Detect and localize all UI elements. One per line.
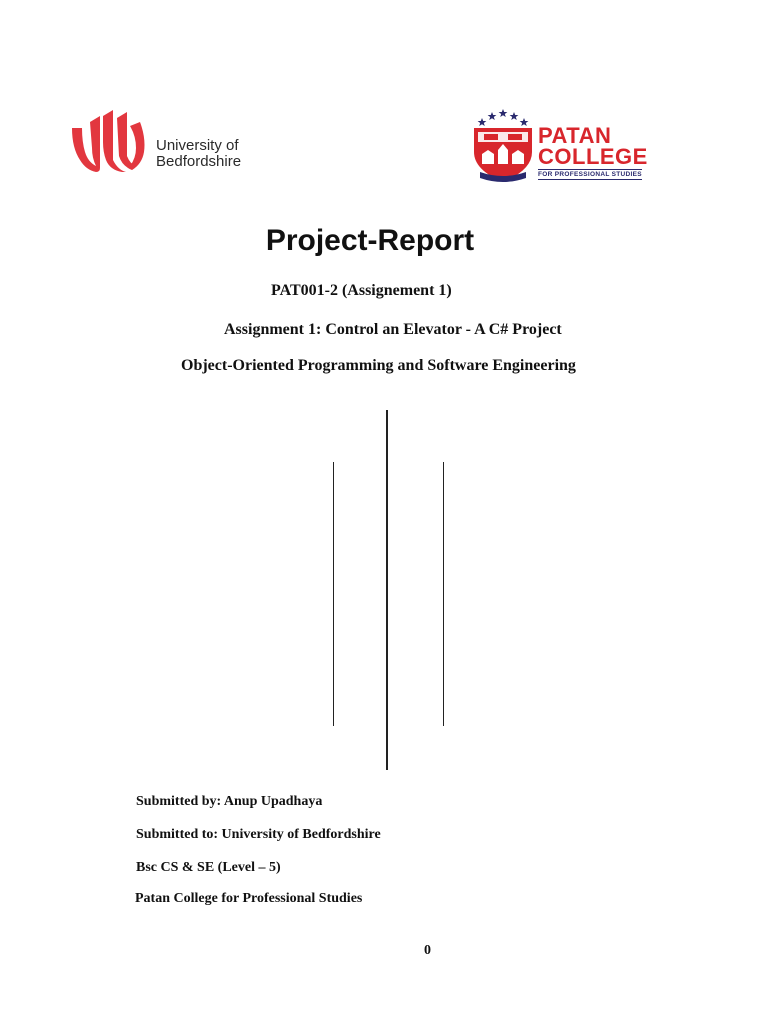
submitted-to: Submitted to: University of Bedfordshire	[136, 827, 381, 842]
college-tagline: FOR PROFESSIONAL STUDIES	[538, 171, 642, 178]
divider-line-right	[443, 462, 444, 726]
college-name	[538, 125, 648, 167]
assignment-title: Assignment 1: Control an Elevator - A C# Project	[224, 321, 562, 338]
course-level: Bsc CS & SE (Level – 5)	[136, 860, 281, 875]
college-full-name: Patan College for Professional Studies	[135, 891, 363, 906]
patan-college-logo	[470, 108, 660, 188]
divider-line-left	[333, 462, 334, 726]
university-name: University of Bedfordshire	[156, 137, 242, 170]
subject-title: Object-Oriented Programming and Software Engineering	[181, 357, 576, 374]
page-number: 0	[424, 943, 431, 958]
college-name-line1: PATAN	[538, 123, 612, 148]
uob-emblem-icon	[70, 108, 154, 178]
submitted-by: Submitted by: Anup Upadhaya	[136, 794, 323, 809]
patan-college-crest-icon	[470, 108, 536, 188]
divider-line-center	[386, 410, 388, 770]
college-name-line2: COLLEGE	[538, 144, 648, 169]
university-of-bedfordshire-logo	[70, 108, 240, 178]
module-code: PAT001-2 (Assignement 1)	[271, 282, 452, 299]
report-title: Project-Report	[265, 224, 475, 257]
